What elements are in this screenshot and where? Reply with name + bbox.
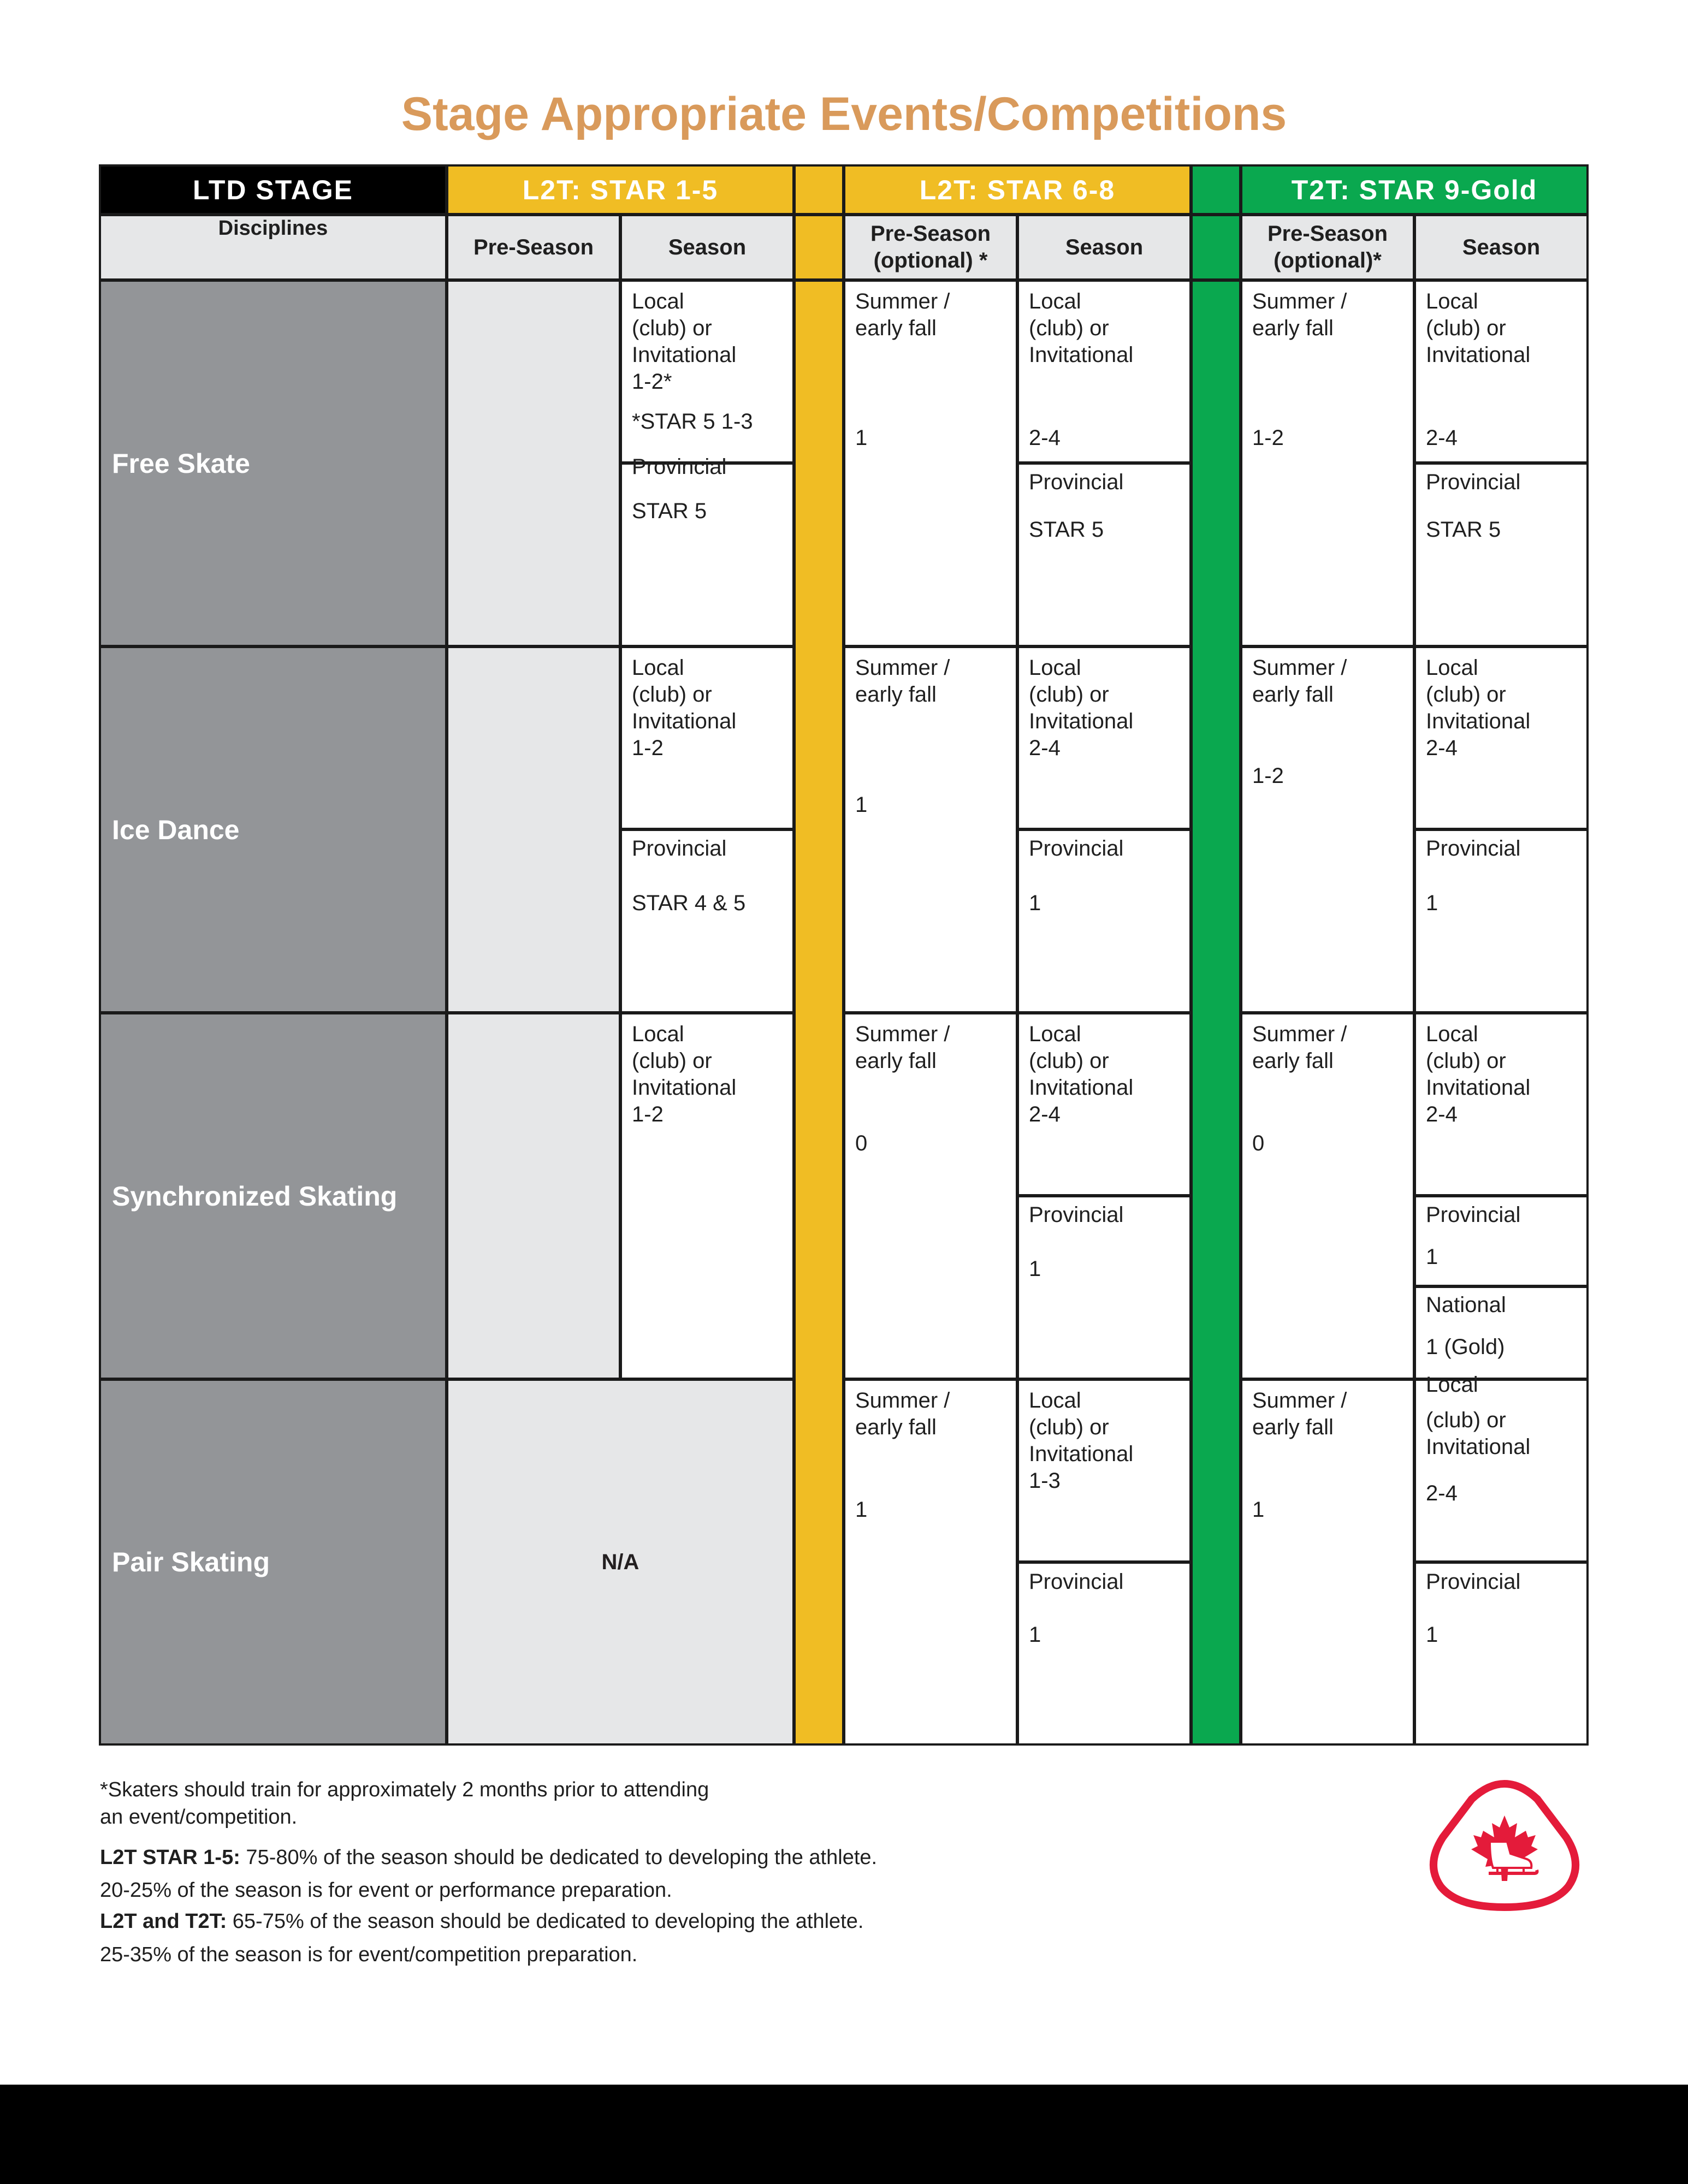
bottom-bar (0, 2085, 1688, 2184)
pre-season-optional-label: Pre-Season (optional)* (1267, 222, 1388, 272)
a-pre-season-header (446, 214, 621, 281)
cell-text: Provincial (1426, 470, 1521, 494)
t2t-note-label: L2T and T2T: (100, 1910, 227, 1933)
cell-text: Provincial (1029, 1570, 1124, 1594)
ltd-stage-label: LTD STAGE (193, 174, 353, 205)
l2t-separator-header (793, 164, 844, 215)
discipline-pair-skating: Pair Skating (99, 1379, 447, 1746)
discipline-synchronized-skating: Synchronized Skating (99, 1012, 447, 1380)
disciplines-label: Disciplines (218, 217, 328, 240)
cell-text: Provincial (1426, 1203, 1521, 1227)
t2t-separator-sub (1191, 214, 1241, 281)
cell-text: 1 (855, 793, 868, 817)
discipline-ice-dance: Ice Dance (99, 646, 447, 1013)
not-applicable-label: N/A (601, 1550, 639, 1574)
cell-text: STAR 5 (1029, 518, 1104, 542)
cell-text: 1 (1426, 1623, 1438, 1647)
l2t-separator-column (793, 280, 844, 1746)
t2t-star-9-gold-label: T2T: STAR 9-Gold (1291, 174, 1538, 205)
c-pre-season-header (1240, 214, 1415, 281)
cell-text: 1 (1252, 1498, 1265, 1522)
l2t-separator-sub (793, 214, 844, 281)
cell-text: Local (club) or Invitational 2-4 (1029, 1022, 1134, 1126)
pre-season-optional-label: Pre-Season (optional) * (870, 222, 991, 272)
cell-text: Local (club) or Invitational 1-2* (632, 289, 737, 394)
disciplines-header (99, 214, 447, 281)
b-season-header (1017, 214, 1192, 281)
fs-a-pre-season-cell (446, 280, 621, 647)
cell-text: Summer / early fall (855, 656, 950, 707)
l2t-note-2: 20-25% of the season is for event or performance preparation. (100, 1879, 672, 1902)
l2t-star-6-8-header (843, 164, 1192, 215)
pre-season-label: Pre-Season (473, 235, 594, 259)
cell-text: 2-4 (1426, 1481, 1458, 1505)
t2t-star-9-gold-header (1240, 164, 1589, 215)
cell-text: 1-2 (1252, 764, 1284, 788)
cell-text: Local (club) or Invitational 2-4 (1029, 656, 1134, 760)
skate-canada-logo-icon (1425, 1777, 1584, 1911)
cell-text: STAR 4 & 5 (632, 891, 746, 915)
cell-text: Local (club) or Invitational 1-3 (1029, 1388, 1134, 1493)
cell-text: 1 (1029, 1623, 1041, 1647)
fs-a-season-provincial-cell (620, 462, 795, 647)
discipline-free-skate: Free Skate (99, 280, 447, 647)
cell-text: Provincial (1426, 836, 1521, 860)
sy-a-pre-season-cell (446, 1012, 621, 1380)
pa-a-na-cell (446, 1379, 795, 1746)
cell-text: Local (1426, 1373, 1478, 1397)
season-label: Season (668, 235, 747, 259)
c-season-header (1414, 214, 1589, 281)
cell-text: STAR 5 (632, 499, 707, 523)
t2t-note (100, 1908, 863, 1935)
cell-text: 2-4 (1029, 426, 1061, 450)
cell-text: Local (club) or Invitational 2-4 (1426, 656, 1531, 760)
id-a-pre-season-cell (446, 646, 621, 1013)
cell-text: Summer / early fall (1252, 656, 1347, 707)
cell-text: (club) or Invitational (1426, 1408, 1531, 1459)
b-pre-season-header (843, 214, 1018, 281)
cell-text: 2-4 (1426, 426, 1458, 450)
cell-text: Local (club) or Invitational 2-4 (1426, 1022, 1531, 1126)
cell-text: STAR 5 (1426, 518, 1501, 542)
cell-text: Local (club) or Invitational 1-2 (632, 1022, 737, 1126)
t2t-separator-header (1191, 164, 1241, 215)
l2t-note (100, 1844, 877, 1871)
cell-text: 1 (1029, 891, 1041, 915)
l2t-note-label: L2T STAR 1-5: (100, 1846, 240, 1869)
cell-text: *STAR 5 1-3 (632, 410, 753, 434)
cell-text: Local (club) or Invitational (1426, 289, 1531, 367)
cell-text: 1-2 (1252, 426, 1284, 450)
cell-text: Provincial (1426, 1570, 1521, 1594)
t2t-separator-column (1191, 280, 1241, 1746)
cell-text: Summer / early fall (855, 1388, 950, 1439)
cell-text: Local (club) or Invitational (1029, 289, 1134, 367)
cell-text: Provincial (1029, 470, 1124, 494)
cell-text: National (1426, 1293, 1506, 1317)
l2t-star-1-5-header (446, 164, 795, 215)
cell-text: Summer / early fall (855, 1022, 950, 1073)
cell-text: Provincial (632, 455, 727, 479)
cell-text: 0 (1252, 1131, 1265, 1155)
cell-text: Provincial (1029, 836, 1124, 860)
season-label: Season (1065, 235, 1144, 259)
page-title: Stage Appropriate Events/Competitions (401, 88, 1287, 140)
a-season-header (620, 214, 795, 281)
cell-text: 1 (855, 426, 868, 450)
cell-text: 1 (1426, 891, 1438, 915)
cell-text: Provincial (632, 836, 727, 860)
l2t-note-text: 75-80% of the season should be dedicated to developing the athlete. (240, 1846, 878, 1869)
ltd-stage-header (99, 164, 447, 215)
t2t-note-2: 25-35% of the season is for event/competition preparation. (100, 1943, 638, 1966)
cell-text: 0 (855, 1131, 868, 1155)
cell-text: 1 (855, 1498, 868, 1522)
cell-text: Summer / early fall (1252, 1388, 1347, 1439)
pa-c-season-local-cell (1414, 1379, 1589, 1563)
cell-text: Local (club) or Invitational 1-2 (632, 656, 737, 760)
l2t-star-1-5-label: L2T: STAR 1-5 (522, 174, 719, 205)
cell-text: Provincial (1029, 1203, 1124, 1227)
cell-text: Summer / early fall (1252, 1022, 1347, 1073)
cell-text: 1 (1426, 1245, 1438, 1269)
cell-text: Summer / early fall (855, 289, 950, 340)
l2t-star-6-8-label: L2T: STAR 6-8 (919, 174, 1116, 205)
cell-text: 1 (Gold) (1426, 1335, 1505, 1359)
season-label: Season (1462, 235, 1541, 259)
footnote: *Skaters should train for approximately 2 months prior to attending an event/competition. (100, 1778, 709, 1829)
t2t-note-text: 65-75% of the season should be dedicated to developing the athlete. (227, 1910, 864, 1933)
cell-text: 1 (1029, 1257, 1041, 1281)
cell-text: Summer / early fall (1252, 289, 1347, 340)
